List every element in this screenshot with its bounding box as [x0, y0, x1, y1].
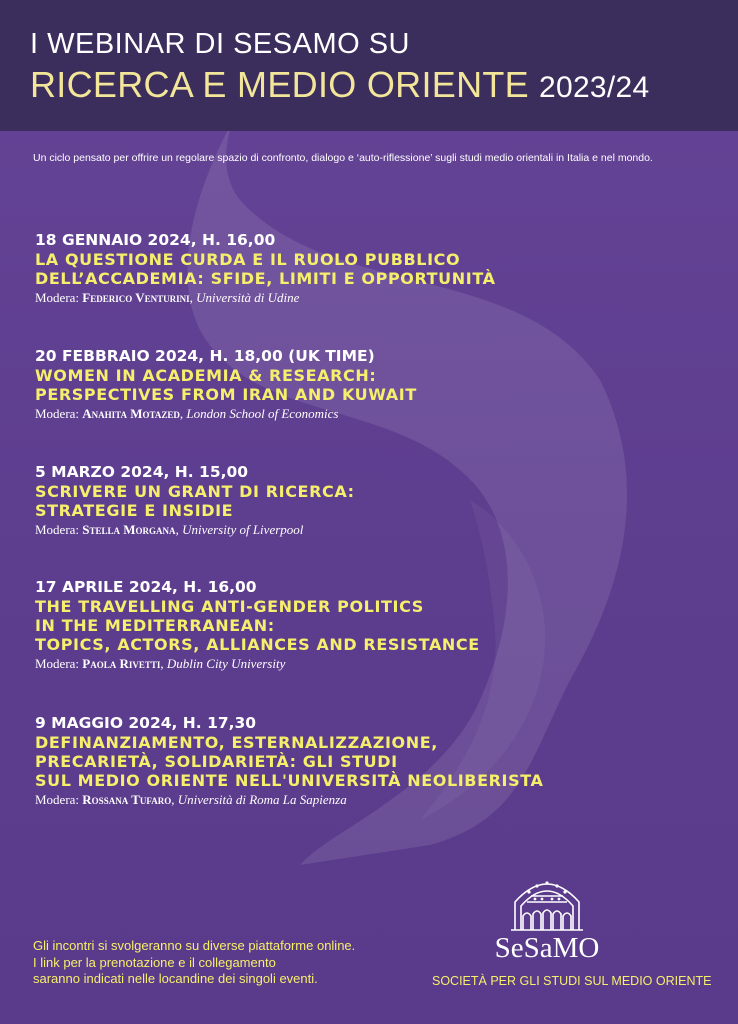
event-title-line: STRATEGIE E INSIDIE: [35, 501, 234, 520]
moderator-name: Rossana Tufaro: [82, 792, 172, 807]
event-title-line: SCRIVERE UN GRANT DI RICERCA:: [35, 482, 355, 501]
footer-note-line: saranno indicati nelle locandine dei singoli eventi.: [33, 971, 318, 986]
moderator-label: Modera:: [35, 406, 80, 421]
sesamo-logo: [432, 872, 712, 1002]
moderator-label: Modera:: [35, 522, 80, 537]
header-year: 2023/24: [538, 71, 650, 104]
event-4: [35, 577, 725, 673]
event-title-line: PRECARIETÀ, SOLIDARIETÀ: GLI STUDI: [35, 752, 398, 771]
footer-note-line: Gli incontri si svolgeranno su diverse piattaforme online.: [33, 938, 356, 953]
moderator-name: Federico Venturini: [82, 290, 190, 305]
event-moderator: Modera: Federico Venturini, Università di Udine: [35, 290, 300, 305]
header-main-title: [30, 64, 650, 106]
event-title-line: DEFINANZIAMENTO, ESTERNALIZZAZIONE,: [35, 733, 438, 752]
event-moderator: Modera: Paola Rivetti, Dublin City University: [35, 656, 286, 671]
moderator-affiliation: Università di Udine: [196, 290, 300, 305]
event-1: [35, 230, 725, 307]
event-5: [35, 713, 725, 809]
moderator-affiliation: Università di Roma La Sapienza: [177, 792, 347, 807]
logo-tagline: SOCIETÀ PER GLI STUDI SUL MEDIO ORIENTE: [432, 974, 712, 988]
event-title-line: DELL’ACCADEMIA: SFIDE, LIMITI E OPPORTUNITÀ: [35, 269, 496, 288]
event-title-line: PERSPECTIVES FROM IRAN AND KUWAIT: [35, 385, 417, 404]
event-title-line: IN THE MEDITERRANEAN:: [35, 616, 275, 635]
event-date: 18 GENNAIO 2024, H. 16,00: [35, 231, 276, 249]
footer-note-line: I link per la prenotazione e il collegamento: [33, 954, 276, 970]
event-date: 9 MAGGIO 2024, H. 17,30: [35, 714, 257, 732]
moderator-name: Paola Rivetti: [82, 656, 161, 671]
event-moderator: Modera: Stella Morgana, University of Liverpool: [35, 522, 304, 537]
header-topic: RICERCA E MEDIO ORIENTE: [30, 64, 529, 105]
moderator-affiliation: University of Liverpool: [182, 522, 304, 537]
event-title-line: LA QUESTIONE CURDA E IL RUOLO PUBBLICO: [35, 250, 461, 269]
header-band: [0, 0, 738, 131]
event-title-line: THE TRAVELLING ANTI-GENDER POLITICS: [35, 597, 424, 616]
moderator-label: Modera:: [35, 792, 80, 807]
moderator-name: Stella Morgana: [82, 522, 176, 537]
moderator-label: Modera:: [35, 290, 80, 305]
moderator-affiliation: London School of Economics: [186, 406, 339, 421]
event-2: [35, 346, 725, 423]
event-3: [35, 462, 725, 539]
event-title-line: WOMEN IN ACADEMIA & RESEARCH:: [35, 366, 377, 385]
event-date: 5 MARZO 2024, H. 15,00: [35, 463, 249, 481]
event-date: 17 APRILE 2024, H. 16,00: [35, 578, 257, 596]
intro-text: Un ciclo pensato per offrire un regolare spazio di confronto, dialogo e ‘auto-riflessione’ sugli studi medio orientali in Italia e nel mondo.: [33, 152, 653, 164]
header-series-title: I WEBINAR DI SESAMO SU: [30, 28, 410, 60]
event-title-line: TOPICS, ACTORS, ALLIANCES AND RESISTANCE: [35, 635, 480, 654]
event-moderator: Modera: Rossana Tufaro, Università di Roma La Sapienza: [35, 792, 347, 807]
event-moderator: Modera: Anahita Motazed, London School of Economics: [35, 406, 339, 421]
moderator-label: Modera:: [35, 656, 80, 671]
event-title-line: SUL MEDIO ORIENTE NELL'UNIVERSITÀ NEOLIBERISTA: [35, 771, 544, 790]
footer-note: [33, 938, 355, 988]
event-date: 20 FEBBRAIO 2024, H. 18,00 (UK TIME): [35, 347, 375, 365]
moderator-affiliation: Dublin City University: [166, 656, 286, 671]
moderator-name: Anahita Motazed: [82, 406, 180, 421]
dome-arches-icon: [509, 872, 585, 934]
logo-wordmark: SeSaMO: [494, 932, 600, 964]
